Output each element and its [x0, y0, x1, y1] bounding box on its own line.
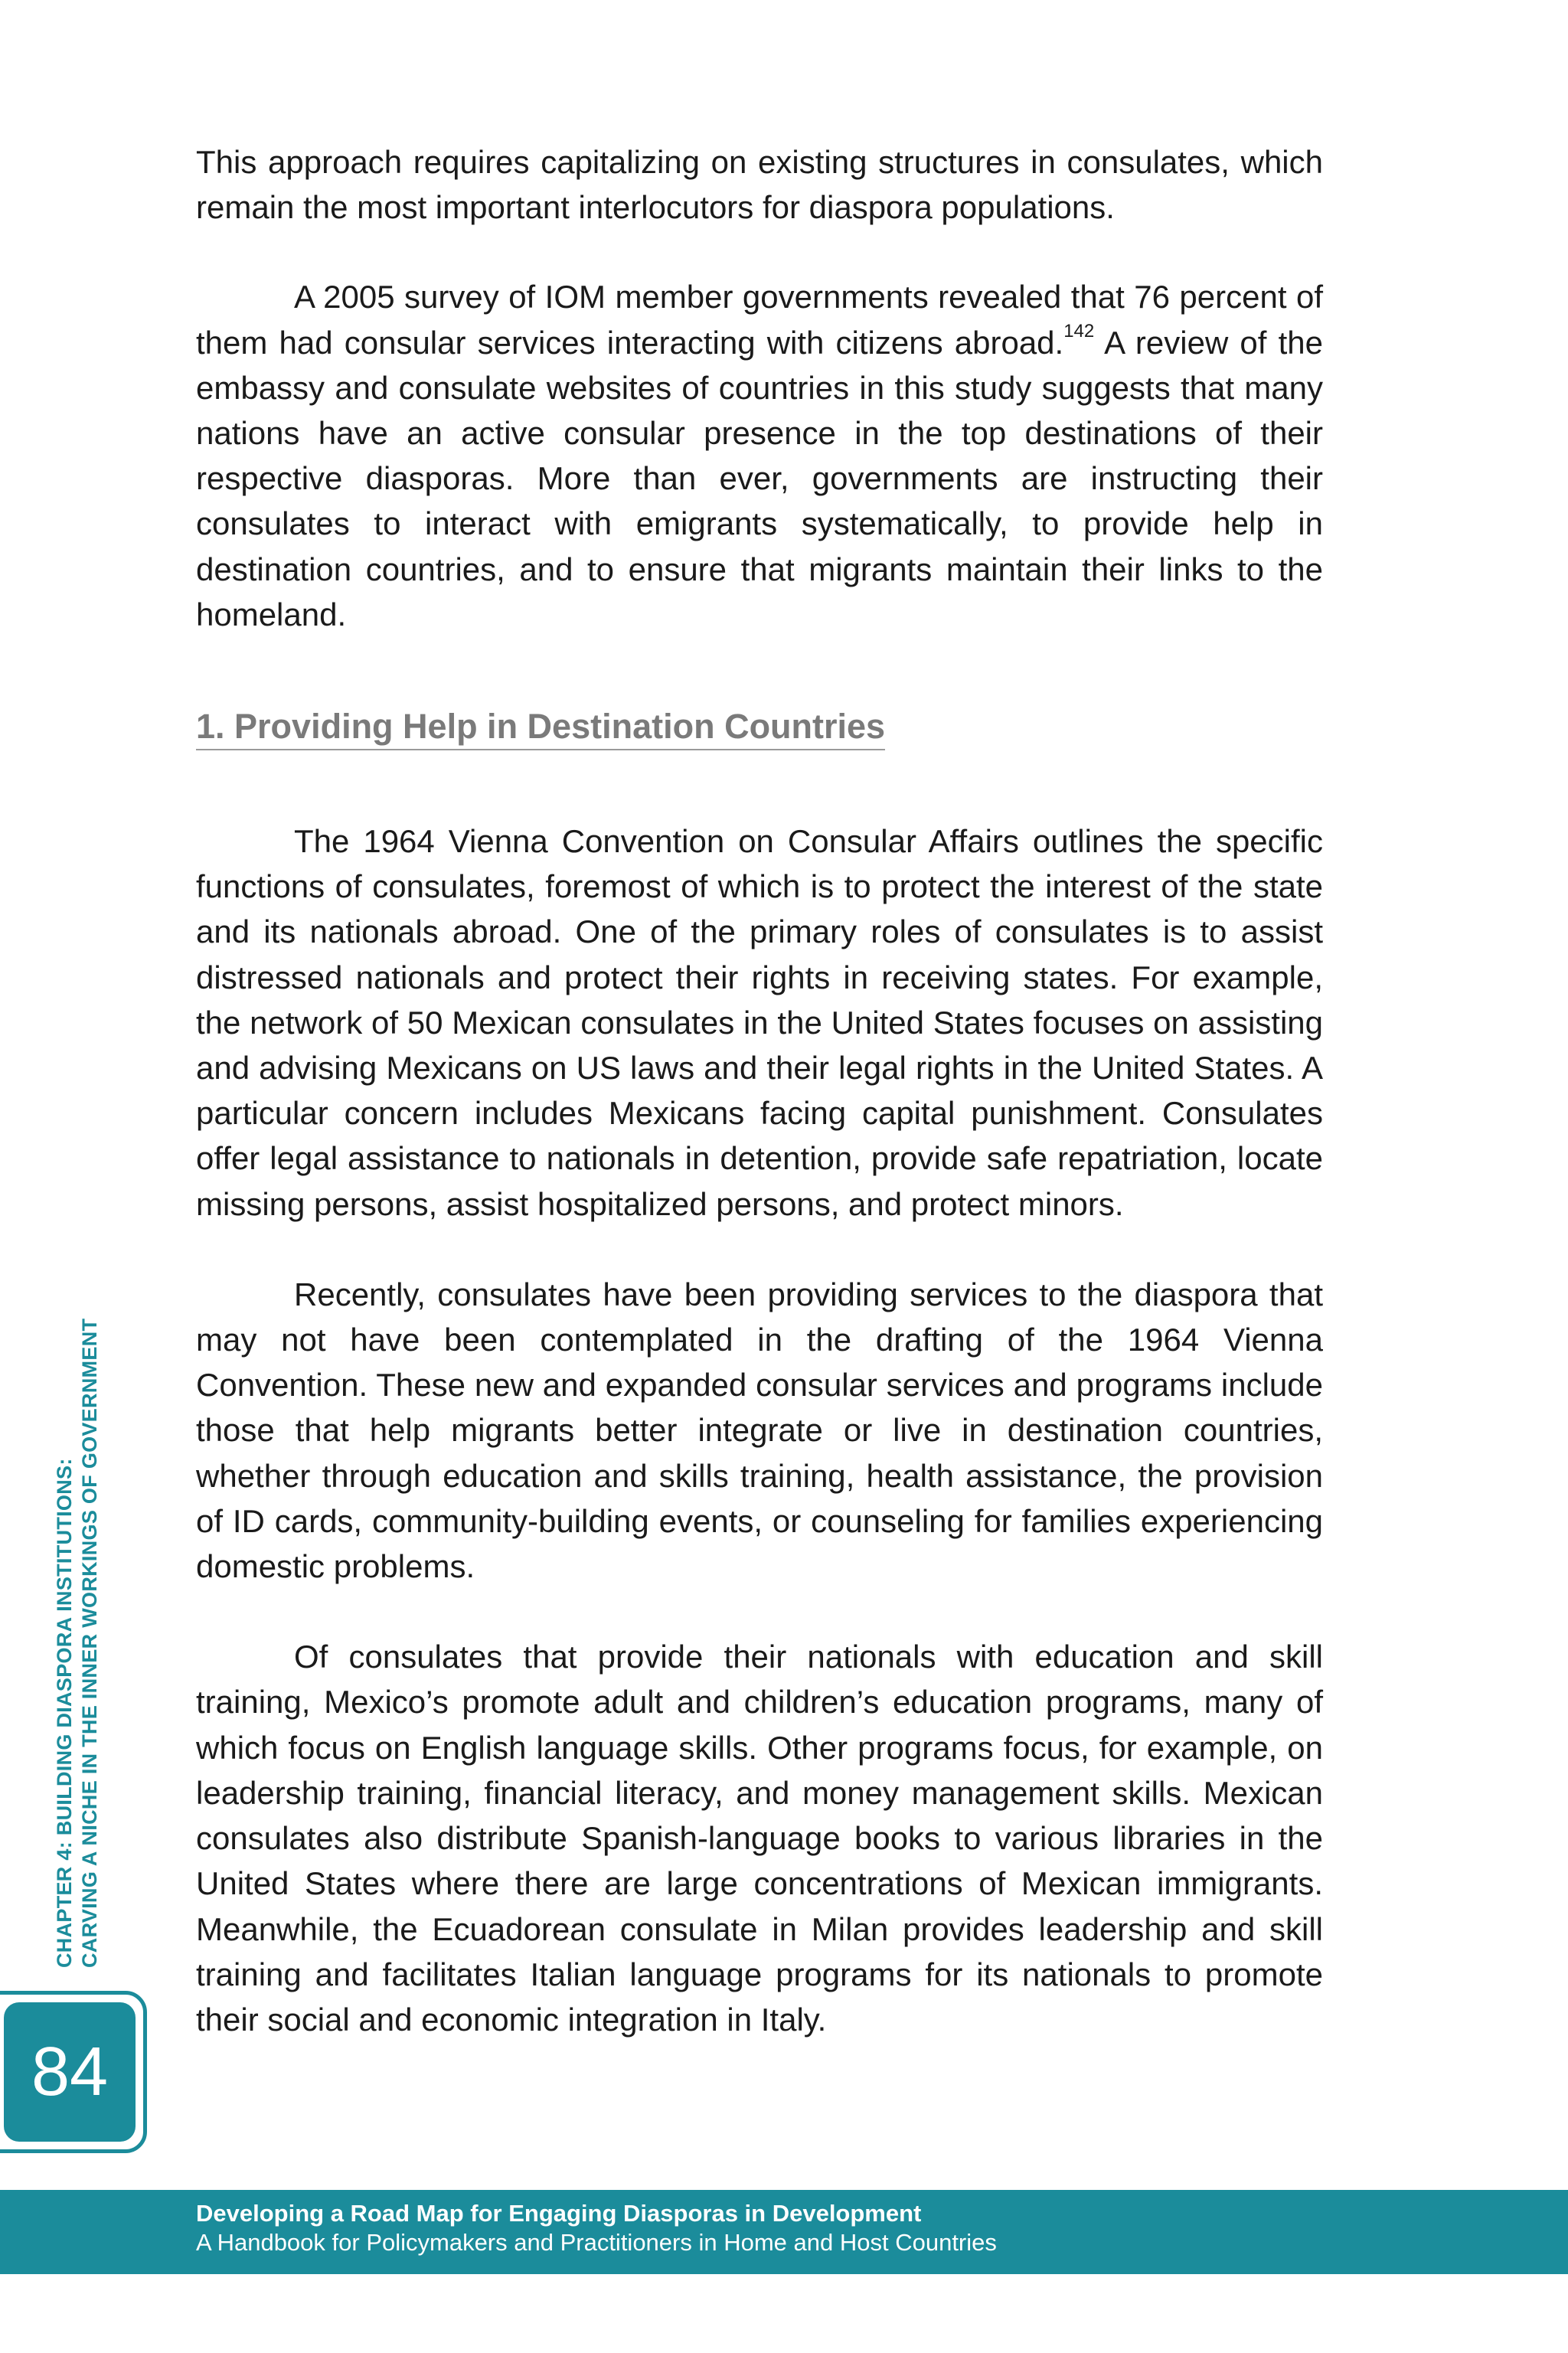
paragraph-education: Of consulates that provide their nationals with education and skill training, Mexico’s promote adult and children’s education programs, many of which focus on English language skills. Other programs focus, for example, on leadership training, financial literacy, and money management skills. Mexican consulates also distribute Spanish-language books to various libraries in the United States where there are large concentrations of Mexican immigrants. Meanwhile, the Ecuadorean consulate in Milan provides leadership and skill training and facilitates Italian language programs for its nationals to promote their social and economic integration in Italy.: [196, 1639, 1323, 2038]
paragraph-intro: This approach requires capitalizing on existing structures in consulates, which remain the most important interlocutors for diaspora populations.: [196, 144, 1323, 226]
footer-subtitle: A Handbook for Policymakers and Practitioners in Home and Host Countries: [196, 2229, 997, 2256]
paragraph-survey: [196, 274, 1323, 637]
page-number: 84: [4, 2002, 136, 2142]
section-heading-text: 1. Providing Help in Destination Countries: [196, 707, 885, 750]
chapter-side-title: [52, 1233, 103, 1968]
chapter-title-line-2: CARVING A NICHE IN THE INNER WORKINGS OF GOVERNMENT: [78, 1318, 101, 1968]
paragraph-vienna: The 1964 Vienna Convention on Consular Affairs outlines the specific functions of consulates, foremost of which is to protect the interest of the state and its nationals abroad. One of the primary roles of consulates is to assist distressed nationals and protect their rights in receiving states. For example, the network of 50 Mexican consulates in the United States focuses on assisting and advising Mexicans on US laws and their legal rights in the United States. A particular concern includes Mexicans facing capital punishment. Consulates offer legal assistance to nationals in detention, provide safe repatriation, locate missing persons, assist hospitalized persons, and protect minors.: [196, 823, 1323, 1222]
footer-title: Developing a Road Map for Engaging Diasporas in Development: [196, 2200, 922, 2227]
paragraph-survey-continuation: A review of the embassy and consulate websites of countries in this study suggests that many nations have an active consular presence in the top destinations of their respective diasporas. More than ever, governments are instructing their consulates to interact with emigrants systematically, to provide help in destination countries, and to ensure that migrants maintain their links to the homeland.: [196, 324, 1323, 632]
paragraph-survey-text: A 2005 survey of IOM member governments revealed that 76 percent of them had consular services interacting with citizens abroad.: [196, 279, 1323, 361]
page-number-tab: [0, 1991, 147, 2153]
footer-band: [0, 2190, 1568, 2274]
chapter-title-line-1: CHAPTER 4: BUILDING DIASPORA INSTITUTIONS:: [53, 1458, 76, 1968]
paragraph-recent-services: Recently, consulates have been providing services to the diaspora that may not have been contemplated in the drafting of the 1964 Vienna Convention. These new and expanded consular services and programs include those that help migrants better integrate or live in destination countries, whether through education and skills training, health assistance, the provision of ID cards, community-building events, or counseling for families experiencing domestic problems.: [196, 1276, 1323, 1585]
page-body: [196, 139, 1323, 2087]
section-heading: [196, 704, 1323, 750]
footnote-marker: 142: [1063, 320, 1095, 342]
